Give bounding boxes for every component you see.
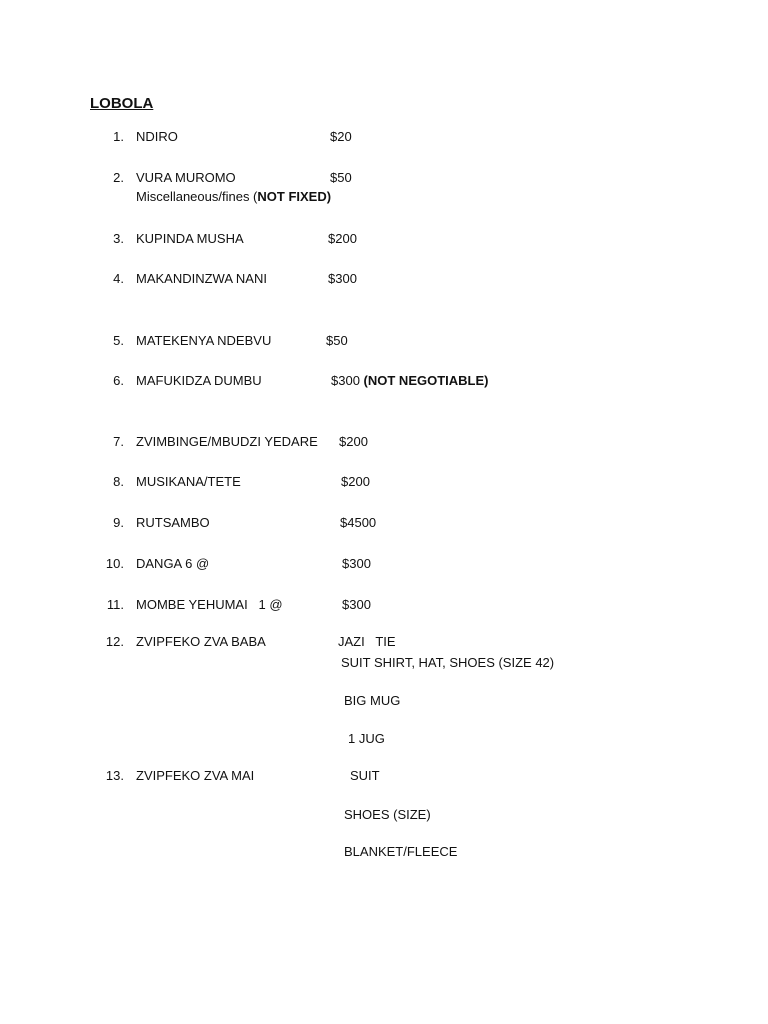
item-name: DANGA 6 @: [136, 556, 210, 571]
item-number: 10.: [105, 556, 124, 571]
item-name: KUPINDA MUSHA: [136, 231, 244, 246]
item-number: 2.: [113, 170, 124, 185]
item-amount: $200: [341, 474, 370, 489]
item-note-bold: NOT FIXED): [257, 189, 332, 204]
item-amount-value: $300: [331, 373, 360, 388]
document-title: LOBOLA: [90, 95, 154, 112]
item-number: 11.: [106, 597, 124, 612]
item-name: VURA MUROMO: [136, 170, 236, 185]
item-detail: BLANKET/FLEECE: [344, 844, 458, 859]
item-name: MOMBE YEHUMAI 1 @: [136, 597, 283, 612]
item-name: ZVIPFEKO ZVA MAI: [136, 768, 255, 783]
item-detail: SHOES (SIZE): [344, 807, 431, 822]
item-amount-note: (NOT NEGOTIABLE): [363, 373, 489, 388]
item-number: 8.: [113, 474, 124, 489]
item-name: MAFUKIDZA DUMBU: [136, 373, 262, 388]
item-detail: 1 JUG: [348, 731, 385, 746]
item-note: [136, 189, 331, 205]
item-number: 6.: [113, 373, 124, 388]
item-number: 3.: [113, 231, 124, 246]
item-detail: BIG MUG: [344, 693, 401, 708]
item-amount: $300: [328, 271, 357, 286]
item-name: MUSIKANA/TETE: [136, 474, 241, 489]
item-name: MATEKENYA NDEBVU: [136, 333, 272, 348]
item-detail: SUIT: [350, 768, 380, 783]
item-note-prefix: Miscellaneous/fines (: [136, 189, 258, 204]
item-amount: $200: [339, 434, 368, 449]
item-number: 7.: [113, 434, 124, 449]
item-amount: $50: [326, 333, 348, 348]
item-detail: SUIT SHIRT, HAT, SHOES (SIZE 42): [341, 655, 555, 670]
item-number: 5.: [113, 333, 124, 348]
item-name: NDIRO: [136, 129, 178, 144]
item-name: RUTSAMBO: [136, 515, 210, 530]
item-name: ZVIPFEKO ZVA BABA: [136, 634, 266, 649]
item-amount: $200: [328, 231, 357, 246]
item-number: 13.: [105, 768, 124, 783]
item-number: 1.: [113, 129, 124, 144]
item-amount: $50: [330, 170, 352, 185]
item-amount: $4500: [340, 515, 377, 530]
item-amount: [331, 373, 488, 389]
item-number: 9.: [113, 515, 124, 530]
item-name: ZVIMBINGE/MBUDZI YEDARE: [136, 434, 318, 449]
item-amount: $300: [342, 597, 371, 612]
item-amount: $20: [330, 129, 352, 144]
item-number: 4.: [113, 271, 124, 286]
item-amount: $300: [342, 556, 371, 571]
item-name: MAKANDINZWA NANI: [136, 271, 267, 286]
item-number: 12.: [105, 634, 124, 649]
item-detail: JAZI TIE: [338, 634, 396, 649]
